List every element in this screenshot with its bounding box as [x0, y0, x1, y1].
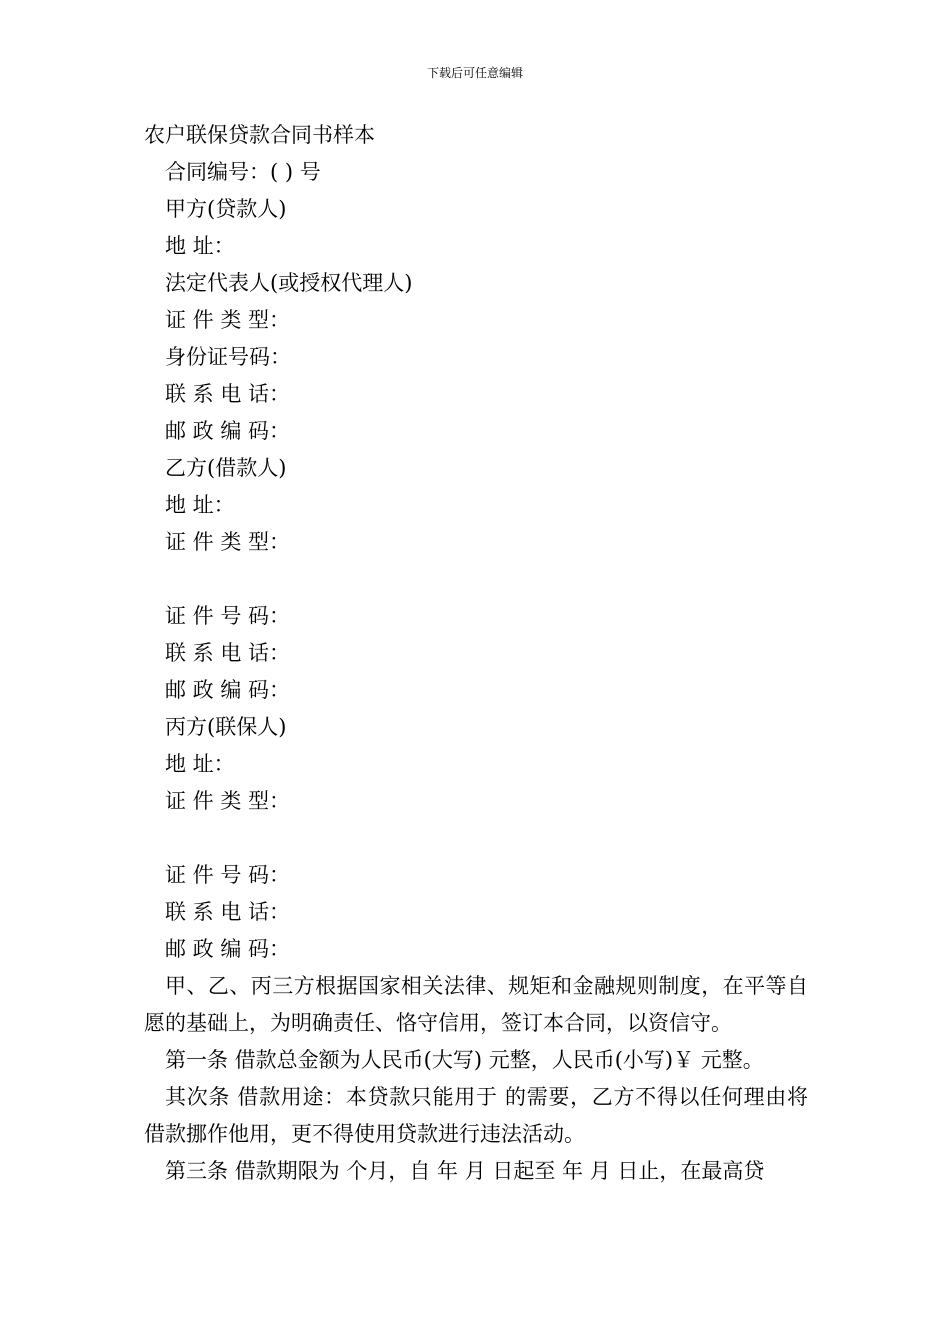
party-b-address: 地 址： [165, 493, 235, 517]
party-b-id-type: 证 件 类 型： [165, 530, 291, 554]
party-b-postcode: 邮 政 编 码： [165, 678, 291, 702]
party-a-representative: 法定代表人(或授权代理人) [165, 271, 413, 295]
party-a-id-number: 身份证号码： [165, 345, 291, 369]
party-b-id-number: 证 件 号 码： [165, 604, 291, 628]
party-c-address: 地 址： [165, 752, 235, 776]
article-1-paragraph: 第一条 借款总金额为人民币(大写) 元整，人民币(小写)￥ 元整。 [165, 1048, 764, 1072]
party-c-id-type: 证 件 类 型： [165, 789, 291, 813]
article-2-paragraph: 其次条 借款用途：本贷款只能用于 的需要，乙方不得以任何理由将借款挪作他用，更不得使用贷款进行违法活动。 [144, 1085, 808, 1146]
blank-line [144, 820, 808, 857]
page-header-note: 下载后可任意编辑 [426, 66, 523, 80]
party-a-phone: 联 系 电 话： [165, 382, 291, 406]
party-b-heading: 乙方(借款人) [165, 456, 287, 480]
document-body [144, 117, 808, 1190]
party-a-heading: 甲方(贷款人) [165, 197, 287, 221]
party-c-id-number: 证 件 号 码： [165, 863, 291, 887]
contract-number: 合同编号：( ) 号 [165, 160, 321, 184]
party-c-heading: 丙方(联保人) [165, 715, 287, 739]
preamble-paragraph: 甲、乙、丙三方根据国家相关法律、规矩和金融规则制度，在平等自愿的基础上，为明确责任、恪守信用，签订本合同，以资信守。 [144, 974, 808, 1035]
party-c-postcode: 邮 政 编 码： [165, 937, 291, 961]
party-a-address: 地 址： [165, 234, 235, 258]
blank-line [144, 561, 808, 598]
document-title: 农户联保贷款合同书样本 [144, 123, 375, 147]
party-a-postcode: 邮 政 编 码： [165, 419, 291, 443]
article-3-paragraph: 第三条 借款期限为 个月，自 年 月 日起至 年 月 日止，在最高贷 [165, 1159, 765, 1183]
party-a-id-type: 证 件 类 型： [165, 308, 291, 332]
party-b-phone: 联 系 电 话： [165, 641, 291, 665]
party-c-phone: 联 系 电 话： [165, 900, 291, 924]
